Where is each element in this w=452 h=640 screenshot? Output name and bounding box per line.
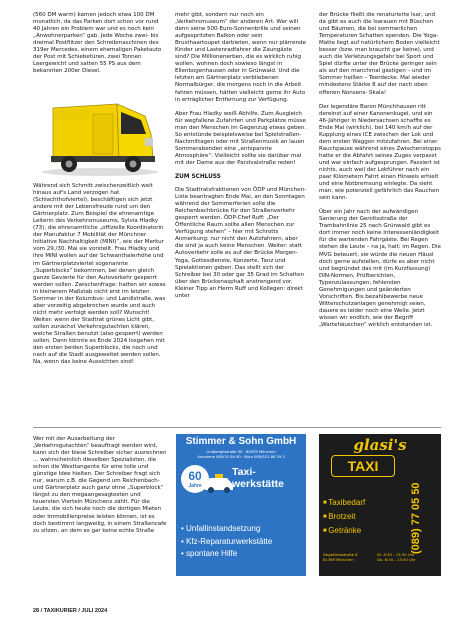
paragraph: Aber Frau Hladky weiß Abhilfe. Zum Ausgleich für wegfallene Zufahrten und Parkplätze müsse man den Menschen im Gegenzug etwas geben. So entstünde beispielsweise bei Spielstraßen-Nachmittagen oder mit Straßenmusik an lauen Sommerabenden eine „entspannte Atmosphäre“. Vielleicht sollte sie darüber mal mit der Dame aus der Parzivalstraße reden! (175, 110, 307, 166)
column-1-top (33, 12, 167, 75)
badge-number: 60 (188, 469, 202, 483)
paragraph: Während sich Schmitt zwischenzeitlich weit hinaus auf's Land verzogen hat (Schlachthofviertel), beschäftigen sich jetzt andere mit der Lebensfreude rund um den Gärtnerplatz. Zum Beispiel die ehrenamtige Leiterin des Verkehrsmuseums, Sylvia Hladky (73), die ehrenamtliche „offizielle Koordinatorin der Manufaktur 7 Mobilität der Münchner Initiative Nachhaltigkeit (MINI)“, wie der Merkur vom 29./30. Mai sie vorstellt. Frau Hladky und ihre MINI wollen auf der Schwanthalerhöhe und im Gärtnerplatzviertel sogenannte „Superblocks“ bekommen, bei denen gleich ganze Gevierte für den Autoverkehr gesperrt werden sollen. Zwischenfrage: hatten wir sowas in kleinerem Maßstab nicht erst im letzten Sommer in der Kolumbus- und Landlstraße, was aber vorzeitig abgebrochen wurde und auch nicht mehr verfolgt werden soll? Wunscht! Weiter: wenn der Stadtrat grünes Licht gibt, sollen zunächst Verkehrsgutachten klären, welche Straßen benutzt (also gesperrt) werden sollen. Dann könnte es Ende 2024 losgehen mit den ersten beiden Superblocks, die noch und nach auf die Stadt ausgeweitet werden sollen. Na, wenn das keine Aussichten sind! (33, 183, 166, 366)
paragraph: (560 DM warm) kamen jedoch etwa 100 DM monatlich, da das Parken dort schon vor rund 40 Jahren ein Problem war und es noch kein „Anwohnerparken“ gab. Jede Woche zwei- bis dreimal Postflitzer den Schreibmaschinen des 319er Mercedes, einem ehemaligen Paketauto der Post mit Schiebetüren, zwei Tonnen Leergewicht und satten 55 PS aus dem bekannten 200er Diesel. (33, 12, 162, 75)
divider (33, 427, 441, 428)
product-item: ■ Brotzeit (323, 510, 365, 524)
van-image (33, 78, 167, 178)
column-1-middle (33, 183, 167, 366)
paragraph: mehr gibt, sondern nur noch ein „Verkehrsmuseum“ der anderen Art. Wer will denn seine 500-Euro-Sonnenbrille und seinen aufgespritzten Balkon oder sein Brusthaartoupet darbieten, wenn nur plärrende Kinder und Lastenradfahrer die Zaungäste sind? Die Millionenerben, die es wirklich ruhig wollen, wohnen doch sowieso längst in Ellenbogenhausen oder in Grünwald. Und die letzten am Gärtnerplatz verbliebenen Normalbürger, die morgens noch in die Arbeit fahren müssen, hätten vielleicht gerne ihr Auto in erträglicher Entfernung zur Verfügung. (175, 12, 306, 103)
opening-hours (377, 552, 416, 563)
product-item: ■ Taxibedarf (323, 496, 365, 510)
paragraph: Der legendäre Baron Münchhausen ritt dereinst auf einer Kanonenkugel, und ein 46-Jähriger in Niedersachsen schaffte es Ende Mai (wirklich), bei 140 km/h auf der Kupplung eines ICE zwischen der Lok und dem ersten Waggon mitzufahren. Bei einer Rauchpause während eines Zwischenstopps hatte er die Abfahrt seines Zuges verpasst und war einfach aufgesprungen. Passiert ist nichts, auch weil der Lokführer nach ein paar Kilometern Fahrt einen Hinweis erhielt und eine Notbremsung einlegte. Da sieht man, wie potenziell gefährlich das Rauchen sein kann. (319, 103, 441, 202)
hours-line: Di. 8:30 - 13:30 Uhr (377, 552, 415, 557)
ad-footer (323, 552, 441, 563)
service-item: • Kfz-Reparaturwerkstätte (181, 536, 272, 549)
ad-address (176, 450, 306, 460)
address-line: Lindberghstraße 30 · 80939 München (206, 450, 276, 454)
paragraph: Über ein Jahr nach der aufwändigen Sanierung der Geroltsstraße der Trambahnlinie 25 nach Grünwald gibt es dort immer noch keine Interessenländigkeit für die wartenden Fahrgäste. Bei Regen stehen die Leute – na ja, halt: im Regen. Die MVG beteuert, sie würde die neuen Häusl doch gerne aufstellen, dürfe es aber nicht und begründet das mit (im Kurzfassung) DIN-Normen, Prüfberichten, Typenzulassungen, fehlenden Genehmigungen und geänderten Vorschriften. Bis bezahlbewerbe neue Witterschutzanlagen genehmigt seien, dauere es leider noch eine Weile. Jetzt wissen wir endlich, wie der Begriff „Wartehäuschen“ wirklich entstanden ist. (319, 209, 441, 328)
contact-line: Annahme 089/31 84 90 · Büro 089/321 88 29-3 (197, 455, 285, 459)
headline-line: werkstätte (232, 477, 284, 490)
advertisement-stimmer (176, 434, 306, 576)
phone-number: (089) 77 05 50 (410, 482, 422, 554)
paragraph: Die Stadtratsfraktionen von ÖDP und München-Liste beantragten Ende Mai, an den Sonntagen während der Sommerferien solle die Reichenbachbrücke für den Straßenverkehr gesperrt werden. ÖDP-Chef Ruff: „Der Öffentliche Raum sollte allen Menschen zur Verfügung stehen“ – hier mit Schrotts Anmerkung: nur nicht den Autofahrern, aber die sind ja auch keine Menschen. Weiter: statt Autoverkehr solle es auf der Brücke Morgen-Yoga, Gottesdienste, Konzerte, Tanz und Spielaktionen geben. Das stellt sich der Schreiber bei 30 oder gar 35 Grad im Schatten über den Brückenasphalt anstrengend vor. Kleiner Tipp an Herrn Ruff und Kollegen: direkt unter (175, 187, 306, 299)
column-2 (175, 12, 307, 300)
street: Degetlerbstraße 6 (323, 552, 358, 557)
page-footer: 28 / TAXIKURIER / JULI 2024 (33, 608, 108, 614)
paragraph: der Brücke fließt die renaturierte Isar, und da gibt es auch die Isarauen mit Büschen und Bäumen, die bei sommerlichen Temperaturen Schatten spenden. Die Yoga-Matte liegt auf natürlichem Boden vielleicht besser (bzw. man braucht gar keine), und auch die Verletzungsgefahr bei Sport und Spiel dürfte unter der Brücke geringer sein als auf den manchmal gastigen – und im Sommer heißen – Teerdecke. Mal wieder mindestens Stärke 8 auf der nach oben offenen Nonsens- Skala! (319, 12, 440, 96)
column-3 (319, 12, 441, 329)
ad-headline (232, 467, 284, 490)
ad-title: Stimmer & Sohn GmbH (185, 436, 297, 447)
city: 81369 München (323, 557, 354, 563)
column-1-bottom (33, 436, 167, 535)
service-item: • spontane Hilfe (181, 548, 272, 561)
service-list (181, 523, 272, 561)
service-item: • Unfallinstandsetzung (181, 523, 272, 536)
headline-line: Taxi- (232, 466, 256, 478)
badge-label: Jahre (188, 483, 202, 489)
advertisement-glasi (319, 434, 441, 576)
taxi-car-icon (202, 472, 236, 494)
hours-line: Do. 8:30 - 13:30 Uhr (377, 557, 416, 563)
taxi-sign: TAXI (331, 455, 395, 477)
paragraph: Wer mit der Ausarbeitung der „Verkehrsgutachten“ beauftragt werden wird, kann sich der biese Schreiber sicher ausrechnen … wahrscheinlich dieselben Spezialisten, die schon die Westtangente für eine tolle und günstige Idee hielten. Der Schreiber fragt sich nur, warum z.B. die Gegend um Reichenbach- und Gärtnerplatz auch ganz ohne „Superblock“ längst zu den megaangesagtesten und teuersten Vierteln Münchens zählt. Für die Leute, die sich heute noch die dortigen Mieten oder Immobilienpreise leisten können, ist es doch bestimmt langweilig, in einem Straßencafe zu sitzen, an dem es gar keine echte Straße (33, 436, 167, 534)
product-item: ■ Getränke (323, 524, 365, 538)
section-heading: ZUM SCHLUSS (175, 173, 221, 180)
product-list (323, 496, 365, 538)
ad-title: glasi's (353, 436, 407, 454)
